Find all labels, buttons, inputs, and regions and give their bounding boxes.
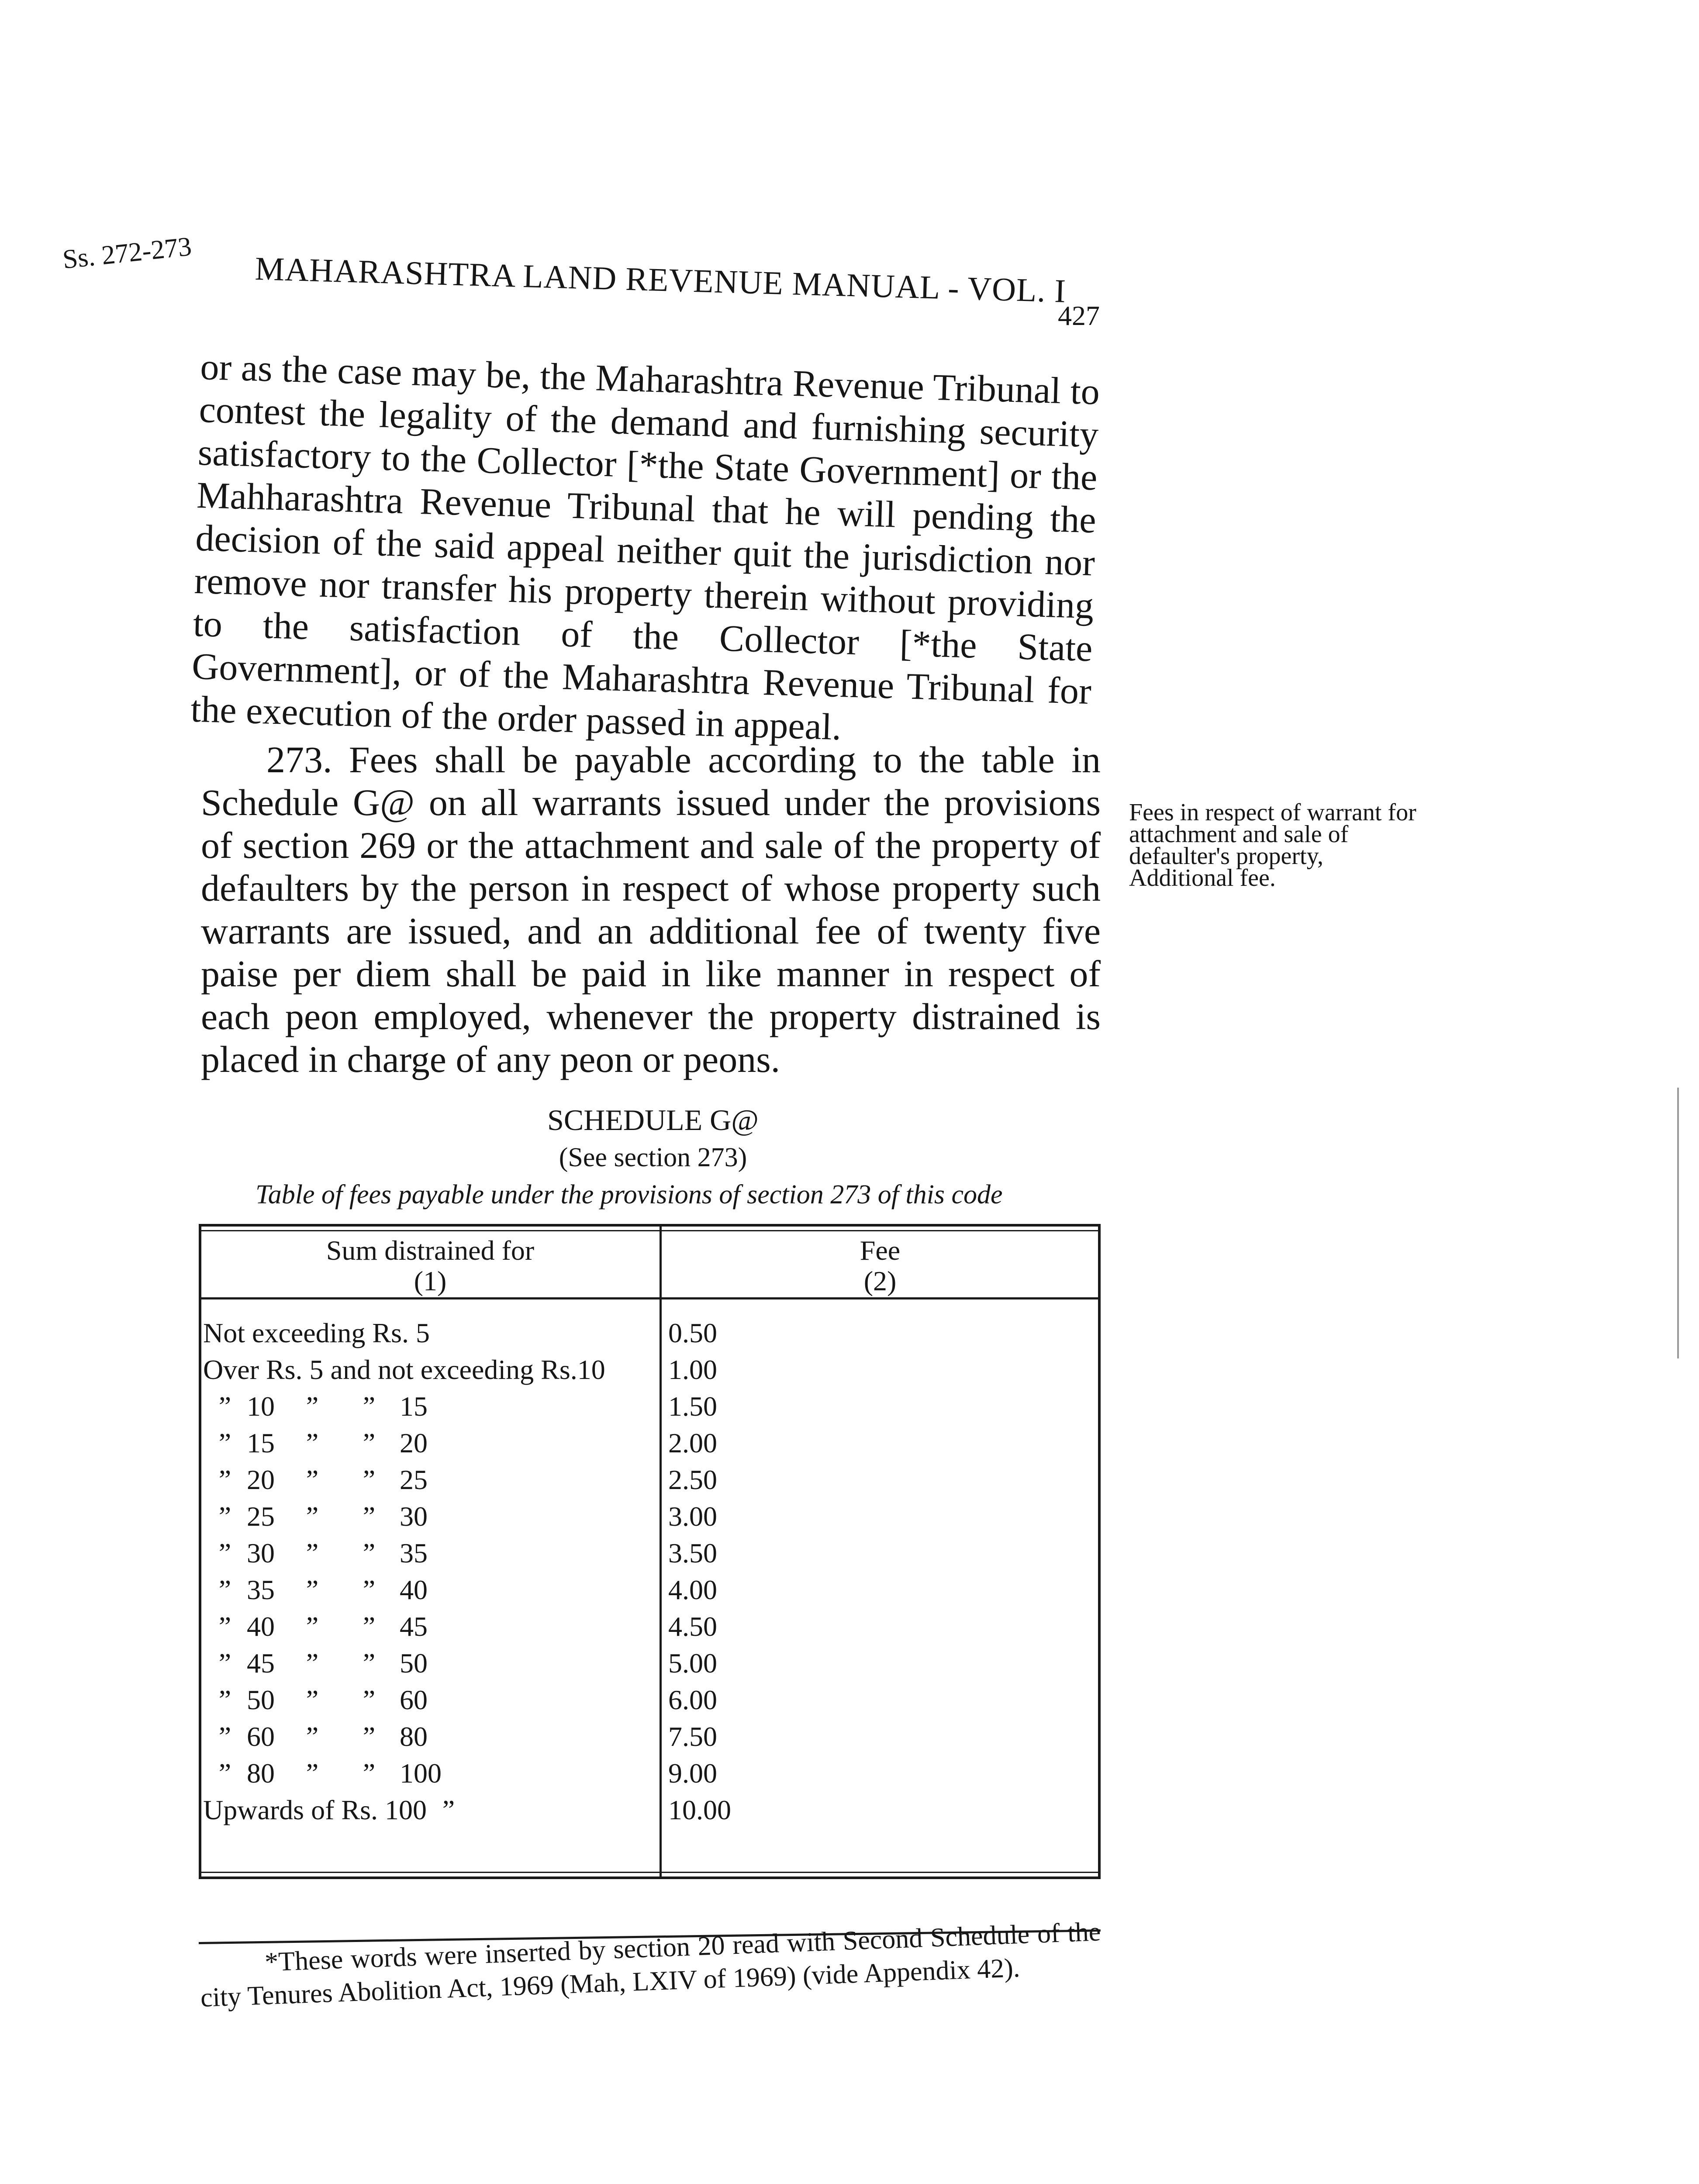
range-from: 40 [247,1611,275,1642]
column-header-fee-label: Fee [860,1235,901,1266]
ditto-mark: ” [218,1684,231,1715]
table-row-sum [203,1645,657,1682]
ditto-mark: ” [306,1391,319,1422]
ditto-mark: ” [363,1391,376,1422]
ditto-mark: ” [363,1574,376,1605]
table-row-fee: 10.00 [668,1794,731,1825]
ditto-mark: ” [218,1721,231,1752]
range-from: 10 [247,1391,275,1422]
ditto-mark: ” [442,1794,455,1825]
table-row-fee: 2.50 [668,1464,717,1495]
table-column-divider [660,1224,662,1879]
ditto-mark: ” [218,1648,231,1679]
range-to: 50 [400,1648,428,1679]
ditto-mark: ” [363,1758,376,1789]
table-row-sum [203,1388,657,1425]
table-row-fee: 4.00 [668,1574,717,1605]
range-to: 60 [400,1684,428,1715]
column-header-sum-label: Sum distrained for [326,1235,535,1266]
table-row-fee: 3.50 [668,1538,717,1569]
range-from: 25 [247,1501,275,1532]
ditto-mark: ” [306,1611,319,1642]
table-row-fee: 0.50 [668,1317,717,1348]
ditto-mark: ” [363,1611,376,1642]
running-title: MAHARASHTRA LAND REVENUE MANUAL - VOL. I [254,250,1067,310]
table-row-sum [203,1682,657,1718]
table-row-fee: 5.00 [668,1648,717,1679]
table-row-fee: 1.50 [668,1391,717,1422]
table-row-sum [203,1425,657,1462]
column-header-fee [662,1235,1098,1296]
range-to: 25 [400,1464,428,1495]
ditto-mark: ” [218,1464,231,1495]
range-to: 30 [400,1501,428,1532]
ditto-mark: ” [363,1538,376,1569]
column-header-sum [201,1235,660,1296]
table-row-sum [203,1498,657,1535]
ditto-mark: ” [363,1721,376,1752]
range-to: 45 [400,1611,428,1642]
table-row-fee: 7.50 [668,1721,717,1752]
ditto-mark: ” [306,1538,319,1569]
sum-distrained-column [203,1315,657,1828]
table-row-sum [203,1572,657,1608]
table-row-sum [203,1535,657,1572]
ditto-mark: ” [306,1684,319,1715]
range-from: 35 [247,1574,275,1605]
sum-text: Upwards of Rs. 100 [203,1794,427,1825]
footnote: *These words were inserted by section 20 read with Second Schedule of the city Tenures Abolition Act, 1969 (Mah, LXIV of 1969) (vide Appendix 42). [200,1917,1102,2013]
range-from: 45 [247,1648,275,1679]
table-row-sum [203,1718,657,1755]
table-row-fee: 4.50 [668,1611,717,1642]
section-reference: Ss. 272-273 [61,232,193,275]
scan-edge-mark [1677,1088,1679,1358]
table-row-sum [203,1792,657,1828]
ditto-mark: ” [363,1501,376,1532]
ditto-mark: ” [218,1391,231,1422]
ditto-mark: ” [218,1501,231,1532]
range-from: 80 [247,1758,275,1789]
table-row-fee: 1.00 [668,1354,717,1385]
table-row-fee: 6.00 [668,1684,717,1715]
fee-column [668,1315,887,1828]
ditto-mark: ” [363,1648,376,1679]
range-from: 20 [247,1464,275,1495]
paragraph-section-273: 273. Fees shall be payable according to the table in Schedule G@ on all warrants issued under the provisions of section 269 or the attachment and sale of the property of defaulters by the person in respect of whose property such warrants are issued, and an additional fee of twenty five paise per diem shall be paid in like manner in respect of each peon employed, whenever the property distrained is placed in charge of any peon or peons. [201,739,1101,1080]
ditto-mark: ” [363,1464,376,1495]
ditto-mark: ” [218,1574,231,1605]
table-row-sum [203,1462,657,1498]
page-number: 427 [1058,300,1100,331]
ditto-mark: ” [306,1648,319,1679]
column-header-fee-number: (2) [863,1265,897,1296]
range-to: 20 [400,1427,428,1458]
table-row-sum [203,1315,657,1351]
ditto-mark: ” [306,1501,319,1532]
range-to: 35 [400,1538,428,1569]
table-row-fee: 3.00 [668,1501,717,1532]
range-from: 60 [247,1721,275,1752]
table-row-sum [203,1608,657,1645]
range-to: 15 [400,1391,428,1422]
ditto-mark: ” [306,1427,319,1458]
schedule-title: SCHEDULE G@ [547,1103,759,1137]
sum-text: Not exceeding Rs. 5 [203,1317,430,1348]
range-from: 15 [247,1427,275,1458]
sum-text: Over Rs. 5 and not exceeding Rs.10 [203,1354,605,1385]
range-from: 30 [247,1538,275,1569]
ditto-mark: ” [306,1464,319,1495]
range-from: 50 [247,1684,275,1715]
ditto-mark: ” [218,1427,231,1458]
paragraph-continuation: or as the case may be, the Maharashtra Revenue Tribunal to contest the legality of the demand and furnishing security satisfactory to the Collector [*the State Government] or the Mahharashtra Revenue Tribunal that he will pending the decision of the said appeal neither quit the jurisdiction nor remove nor transfer his property therein without providing to the satisfaction of the Collector [*the State Government], or of the Maharashtra Revenue Tribunal for the execution of the order passed in appeal. [190,345,1101,748]
ditto-mark: ” [363,1427,376,1458]
ditto-mark: ” [363,1684,376,1715]
range-to: 100 [400,1758,442,1789]
table-row-fee: 9.00 [668,1758,717,1789]
ditto-mark: ” [306,1721,319,1752]
table-caption: Table of fees payable under the provisions of section 273 of this code [256,1180,1003,1209]
table-row-fee: 2.00 [668,1427,717,1458]
range-to: 80 [400,1721,428,1752]
ditto-mark: ” [218,1611,231,1642]
column-header-sum-number: (1) [414,1265,447,1296]
table-header-rule [199,1297,1101,1299]
ditto-mark: ” [218,1758,231,1789]
schedule-reference: (See section 273) [559,1143,747,1172]
margin-note: Fees in respect of warrant for attachment and sale of defaulter's property, Additional fee. [1129,799,1416,892]
table-row-sum [203,1755,657,1792]
ditto-mark: ” [218,1538,231,1569]
range-to: 40 [400,1574,428,1605]
ditto-mark: ” [306,1758,319,1789]
ditto-mark: ” [306,1574,319,1605]
table-row-sum [203,1351,657,1388]
